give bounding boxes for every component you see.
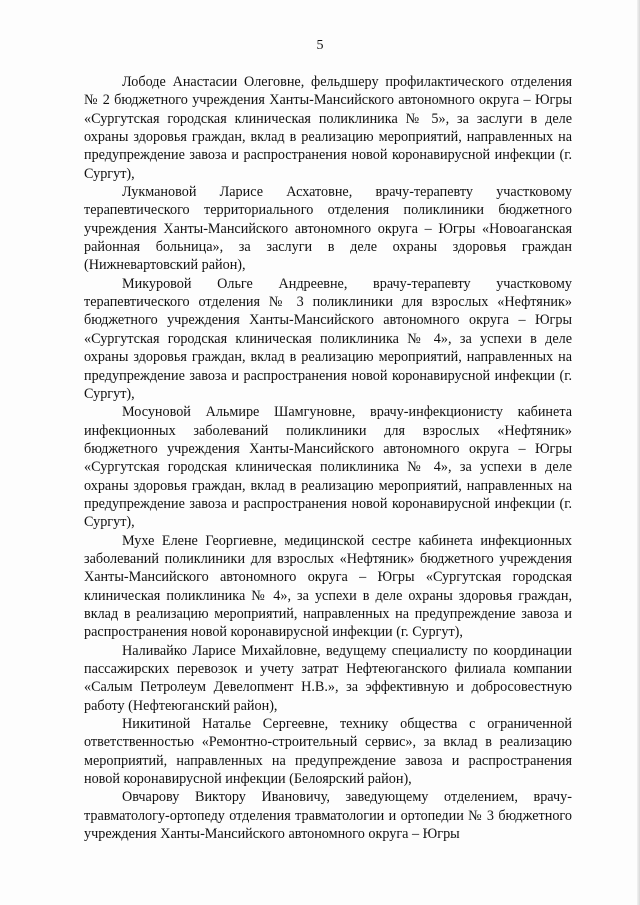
paragraph-mosunova: Мосуновой Альмире Шамгуновне, врачу-инфекционисту кабинета инфекционных заболеваний поликлиники для взрослых «Нефтяник» бюджетного учреждения Ханты-Мансийского автономного округа – Югры «Сургутская городская клиническая поликлиника № 4», за успехи в деле охраны здоровья граждан, вклад в реализацию мероприятий, направленных на предупреждение завоза и распространения новой коронавирусной инфекции (г. Сургут), (84, 404, 572, 531)
paragraph-lobode: Лободе Анастасии Олеговне, фельдшеру профилактического отделения № 2 бюджетного учреждения Ханты-Мансийского автономного округа – Югры «Сургутская городская клиническая поликлиника № 5», за заслуги в деле охраны здоровья граждан, вклад в реализацию мероприятий, направленных на предупреждение завоза и распространения новой коронавирусной инфекции (г. Сургут), (84, 74, 572, 182)
page-number: 5 (316, 38, 324, 53)
paragraph-ovcharov: Овчарову Виктору Ивановичу, заведующему отделением, врачу-травматологу-ортопеду отделения травматологии и ортопедии № 3 бюджетного учреждения Ханты-Мансийского автономного округа – Югры (84, 789, 572, 843)
paragraph-mukha: Мухе Елене Георгиевне, медицинской сестре кабинета инфекционных заболеваний поликлиники для взрослых «Нефтяник» бюджетного учреждения Ханты-Мансийского автономного округа – Югры «Сургутская городская клиническая поликлиника № 4», за успехи в деле охраны здоровья граждан, вклад в реализацию мероприятий, направленных на предупреждение завоза и распространения новой коронавирусной инфекции (г. Сургут), (84, 532, 572, 641)
paragraph-mikurova: Микуровой Ольге Андреевне, врачу-терапевту участковому терапевтического отделения № 3 поликлиники для взрослых «Нефтяник» бюджетного учреждения Ханты-Мансийского автономного округа – Югры «Сургутская городская клиническая поликлиника № 4», за успехи в деле охраны здоровья граждан, вклад в реализацию мероприятий, направленных на предупреждение завоза и распространения новой коронавирусной инфекции (г. Сургут), (84, 275, 572, 402)
paragraph-lukmanova: Лукмановой Ларисе Асхатовне, врачу-терапевту участковому терапевтического территориального отделения поликлиники бюджетного учреждения Ханты-Мансийского автономного округа – Югры «Новоаганская районная больница», за заслуги в деле охраны здоровья граждан (Нижневартовский район), (84, 184, 572, 274)
paragraph-nalivayko: Наливайко Ларисе Михайловне, ведущему специалисту по координации пассажирских перевозок и учету затрат Нефтеюганского филиала компании «Салым Петролеум Девелопмент Н.В.», за эффективную и добросовестную работу (Нефтеюганский район), (84, 642, 572, 714)
paragraph-nikitina: Никитиной Наталье Сергеевне, технику общества с ограниченной ответственностью «Ремонтно-строительный сервис», за вклад в реализацию мероприятий, направленных на предупреждение завоза и распространения новой коронавирусной инфекции (Белоярский район), (84, 716, 572, 788)
document-body (84, 73, 572, 843)
